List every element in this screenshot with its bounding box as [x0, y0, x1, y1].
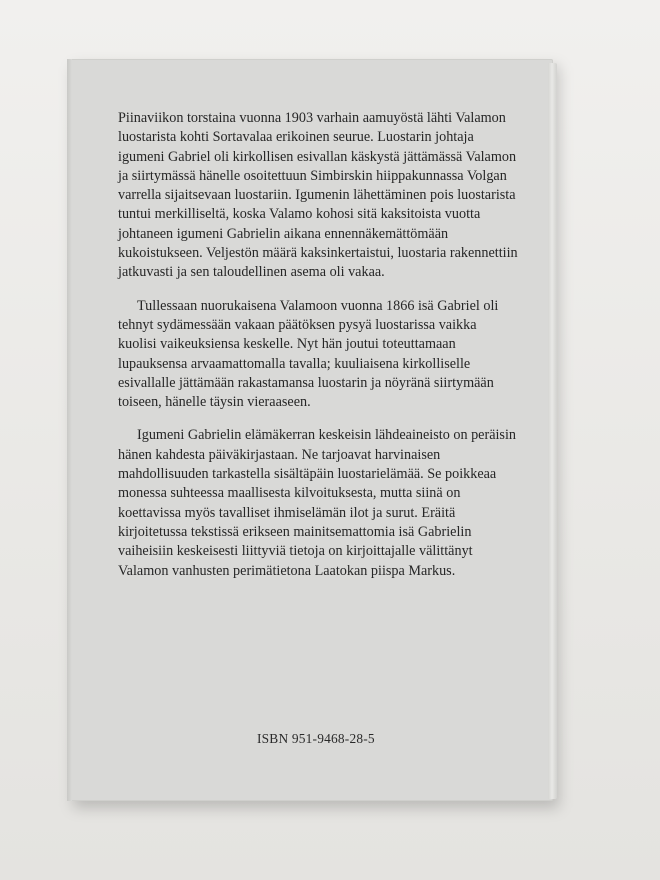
blurb-text	[118, 109, 518, 595]
blurb-paragraph-2: Tullessaan nuorukaisena Valamoon vuonna 1866 isä Gabriel oli tehnyt sydämessään vakaan päätöksen pysyä luostarissa vaikka kuolisi vaikeuksiensa keskelle. Nyt hän joutui toteuttamaan lupauksensa arvaamattomalla tavalla; kuuliaisena kirkolliselle esivallalle jättämään rakastamansa luostarin ja nöyränä siirtymään toiseen, hänelle täysin vieraaseen.	[118, 297, 499, 411]
book-page-edge	[548, 63, 557, 799]
blurb-paragraph-1: Piinaviikon torstaina vuonna 1903 varhain aamuyöstä lähti Valamon luostarista kohti Sortavalaa erikoinen seurue. Luostarin johtaja igumeni Gabriel oli kirkollisen esivallan käskystä jättämässä Valamon ja siirtymässä hänelle osoitettuun Simbirskin hiippakunnassa Volgan varrella sijaitsevaan luostariin. Igumenin lähettäminen pois luostarista tuntui merkilliseltä, koska Valamo kohosi sitä kaksitoista vuotta johtaneen igumeni Gabrielin aikana ennennäkemättömään kukoistukseen. Veljestön määrä kaksinkertaistui, luostaria rakennettiin jatkuvasti ja sen taloudellinen asema oli vakaa.	[118, 110, 518, 281]
blurb-paragraph-3: Igumeni Gabrielin elämäkerran keskeisin lähdeaineisto on peräisin hänen kahdesta päiväkirjastaan. Ne tarjoavat harvinaisen mahdollisuuden tarkastella sisältäpäin luostarielämää. Se poikkeaa monessa suhteessa maallisesta kilvoituksesta, mutta siinä on koettavissa myös tavalliset ihmiselämän ilot ja surut. Eräitä kirjoitetussa tekstissä erikseen mainitsemattomia isä Gabrielin vaiheisiin keskeisesti liittyviä tietoja on kirjoittajalle välittänyt Valamon vanhusten perimätietona Laatokan piispa Markus.	[118, 427, 516, 579]
isbn-label: ISBN 951-9468-28-5	[257, 731, 375, 746]
book-spine-edge	[67, 59, 72, 801]
